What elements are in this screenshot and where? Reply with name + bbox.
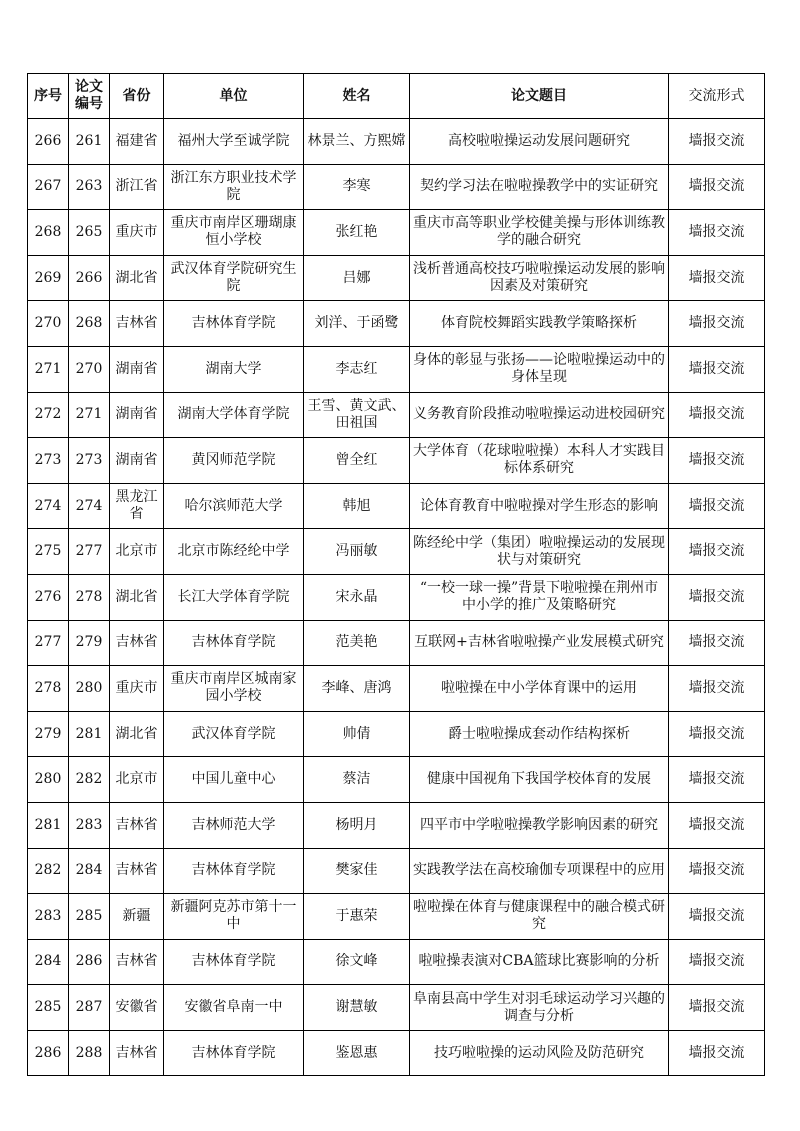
cell-seq: 267 [28,164,69,210]
cell-seq: 272 [28,392,69,438]
cell-province: 浙江省 [110,164,164,210]
cell-unit: 吉林师范大学 [164,802,304,848]
cell-name: 李峰、唐鸿 [304,666,410,712]
cell-unit: 安徽省阜南一中 [164,985,304,1031]
header-province: 省份 [110,74,164,119]
table-row [28,438,765,484]
cell-unit: 重庆市南岸区城南家园小学校 [164,666,304,712]
cell-paper-no: 287 [69,985,110,1031]
cell-title: 论体育教育中啦啦操对学生形态的影响 [410,483,669,529]
table-row [28,301,765,347]
cell-name: 张红艳 [304,210,410,256]
cell-format: 墙报交流 [669,301,765,347]
header-paper-no: 论文编号 [69,74,110,119]
table-row [28,666,765,712]
cell-province: 北京市 [110,529,164,575]
cell-paper-no: 265 [69,210,110,256]
header-format: 交流形式 [669,74,765,119]
cell-name: 韩旭 [304,483,410,529]
cell-unit: 吉林体育学院 [164,939,304,985]
cell-format: 墙报交流 [669,620,765,666]
cell-seq: 285 [28,985,69,1031]
cell-province: 吉林省 [110,620,164,666]
cell-title: 身体的彰显与张扬——论啦啦操运动中的身体呈现 [410,346,669,392]
cell-province: 黑龙江省 [110,483,164,529]
header-seq: 序号 [28,74,69,119]
cell-unit: 哈尔滨师范大学 [164,483,304,529]
cell-province: 湖南省 [110,392,164,438]
table-row [28,620,765,666]
cell-format: 墙报交流 [669,939,765,985]
cell-title: 健康中国视角下我国学校体育的发展 [410,757,669,803]
cell-paper-no: 263 [69,164,110,210]
cell-title: 重庆市高等职业学校健美操与形体训练教学的融合研究 [410,210,669,256]
header-title: 论文题目 [410,74,669,119]
cell-name: 林景兰、方熙嫦 [304,119,410,165]
cell-name: 范美艳 [304,620,410,666]
header-unit: 单位 [164,74,304,119]
cell-name: 谢慧敏 [304,985,410,1031]
cell-name: 刘洋、于函鹭 [304,301,410,347]
table-row [28,985,765,1031]
header-name: 姓名 [304,74,410,119]
cell-name: 樊家佳 [304,848,410,894]
cell-title: 互联网+吉林省啦啦操产业发展模式研究 [410,620,669,666]
cell-province: 吉林省 [110,1030,164,1076]
cell-title: 四平市中学啦啦操教学影响因素的研究 [410,802,669,848]
cell-format: 墙报交流 [669,119,765,165]
cell-paper-no: 278 [69,574,110,620]
cell-seq: 286 [28,1030,69,1076]
table-row [28,848,765,894]
cell-format: 墙报交流 [669,802,765,848]
cell-province: 湖北省 [110,255,164,301]
cell-format: 墙报交流 [669,894,765,940]
cell-title: 啦啦操表演对CBA篮球比赛影响的分析 [410,939,669,985]
cell-title: 陈经纶中学（集团）啦啦操运动的发展现状与对策研究 [410,529,669,575]
cell-format: 墙报交流 [669,210,765,256]
cell-title: 阜南县高中学生对羽毛球运动学习兴趣的调查与分析 [410,985,669,1031]
cell-paper-no: 261 [69,119,110,165]
cell-paper-no: 288 [69,1030,110,1076]
cell-unit: 湖南大学体育学院 [164,392,304,438]
cell-title: 大学体育（花球啦啦操）本科人才实践目标体系研究 [410,438,669,484]
cell-paper-no: 266 [69,255,110,301]
cell-province: 北京市 [110,757,164,803]
cell-format: 墙报交流 [669,529,765,575]
cell-format: 墙报交流 [669,438,765,484]
table-row [28,346,765,392]
table-row [28,802,765,848]
table-row [28,939,765,985]
cell-province: 安徽省 [110,985,164,1031]
cell-province: 重庆市 [110,210,164,256]
cell-name: 冯丽敏 [304,529,410,575]
cell-paper-no: 273 [69,438,110,484]
cell-province: 湖南省 [110,346,164,392]
cell-name: 帅倩 [304,711,410,757]
cell-unit: 福州大学至诚学院 [164,119,304,165]
cell-paper-no: 274 [69,483,110,529]
cell-name: 曾全红 [304,438,410,484]
table-row [28,574,765,620]
cell-format: 墙报交流 [669,711,765,757]
cell-format: 墙报交流 [669,255,765,301]
cell-paper-no: 284 [69,848,110,894]
table-row [28,757,765,803]
cell-province: 吉林省 [110,301,164,347]
cell-name: 宋永晶 [304,574,410,620]
cell-paper-no: 286 [69,939,110,985]
cell-province: 吉林省 [110,939,164,985]
cell-format: 墙报交流 [669,346,765,392]
cell-title: 技巧啦啦操的运动风险及防范研究 [410,1030,669,1076]
cell-title: 实践教学法在高校瑜伽专项课程中的应用 [410,848,669,894]
cell-unit: 吉林体育学院 [164,301,304,347]
cell-format: 墙报交流 [669,848,765,894]
cell-format: 墙报交流 [669,1030,765,1076]
cell-paper-no: 279 [69,620,110,666]
cell-unit: 武汉体育学院 [164,711,304,757]
cell-seq: 282 [28,848,69,894]
table-row [28,164,765,210]
cell-title: 啦啦操在体育与健康课程中的融合模式研究 [410,894,669,940]
cell-title: 爵士啦啦操成套动作结构探析 [410,711,669,757]
cell-province: 重庆市 [110,666,164,712]
cell-format: 墙报交流 [669,757,765,803]
cell-seq: 283 [28,894,69,940]
cell-unit: 中国儿童中心 [164,757,304,803]
cell-title: 浅析普通高校技巧啦啦操运动发展的影响因素及对策研究 [410,255,669,301]
table-row [28,392,765,438]
cell-format: 墙报交流 [669,985,765,1031]
cell-format: 墙报交流 [669,666,765,712]
cell-title: 义务教育阶段推动啦啦操运动进校园研究 [410,392,669,438]
cell-unit: 吉林体育学院 [164,620,304,666]
cell-paper-no: 283 [69,802,110,848]
cell-name: 王雪、黄文武、田祖国 [304,392,410,438]
table-row [28,119,765,165]
cell-paper-no: 270 [69,346,110,392]
cell-paper-no: 271 [69,392,110,438]
cell-title: “一校一球一操”背景下啦啦操在荆州市中小学的推广及策略研究 [410,574,669,620]
cell-seq: 266 [28,119,69,165]
cell-paper-no: 285 [69,894,110,940]
cell-paper-no: 277 [69,529,110,575]
cell-name: 于惠荣 [304,894,410,940]
table-row [28,711,765,757]
cell-province: 福建省 [110,119,164,165]
cell-paper-no: 281 [69,711,110,757]
cell-seq: 273 [28,438,69,484]
cell-seq: 277 [28,620,69,666]
cell-seq: 276 [28,574,69,620]
cell-format: 墙报交流 [669,574,765,620]
cell-unit: 新疆阿克苏市第十一中 [164,894,304,940]
cell-seq: 280 [28,757,69,803]
cell-name: 蔡洁 [304,757,410,803]
cell-unit: 重庆市南岸区珊瑚康恒小学校 [164,210,304,256]
cell-title: 高校啦啦操运动发展问题研究 [410,119,669,165]
cell-name: 杨明月 [304,802,410,848]
table-body [28,119,765,1076]
cell-province: 新疆 [110,894,164,940]
table-row [28,529,765,575]
cell-seq: 274 [28,483,69,529]
table-row [28,483,765,529]
cell-seq: 284 [28,939,69,985]
paper-list-table [27,73,765,1076]
cell-province: 湖南省 [110,438,164,484]
cell-unit: 浙江东方职业技术学院 [164,164,304,210]
cell-unit: 黄冈师范学院 [164,438,304,484]
table-header-row [28,74,765,119]
cell-seq: 275 [28,529,69,575]
table-row [28,894,765,940]
cell-unit: 吉林体育学院 [164,848,304,894]
cell-seq: 268 [28,210,69,256]
cell-title: 契约学习法在啦啦操教学中的实证研究 [410,164,669,210]
cell-seq: 271 [28,346,69,392]
cell-name: 鉴恩惠 [304,1030,410,1076]
table-row [28,255,765,301]
cell-paper-no: 268 [69,301,110,347]
cell-name: 李寒 [304,164,410,210]
cell-unit: 湖南大学 [164,346,304,392]
cell-province: 湖北省 [110,711,164,757]
cell-province: 吉林省 [110,848,164,894]
cell-unit: 长江大学体育学院 [164,574,304,620]
cell-seq: 279 [28,711,69,757]
cell-format: 墙报交流 [669,164,765,210]
cell-seq: 269 [28,255,69,301]
cell-name: 李志红 [304,346,410,392]
cell-province: 吉林省 [110,802,164,848]
cell-title: 体育院校舞蹈实践教学策略探析 [410,301,669,347]
cell-name: 徐文峰 [304,939,410,985]
table-row [28,1030,765,1076]
table-row [28,210,765,256]
cell-seq: 281 [28,802,69,848]
cell-seq: 270 [28,301,69,347]
cell-format: 墙报交流 [669,483,765,529]
cell-title: 啦啦操在中小学体育课中的运用 [410,666,669,712]
cell-seq: 278 [28,666,69,712]
cell-unit: 武汉体育学院研究生院 [164,255,304,301]
cell-paper-no: 282 [69,757,110,803]
cell-format: 墙报交流 [669,392,765,438]
cell-paper-no: 280 [69,666,110,712]
cell-unit: 北京市陈经纶中学 [164,529,304,575]
cell-name: 吕娜 [304,255,410,301]
cell-unit: 吉林体育学院 [164,1030,304,1076]
cell-province: 湖北省 [110,574,164,620]
